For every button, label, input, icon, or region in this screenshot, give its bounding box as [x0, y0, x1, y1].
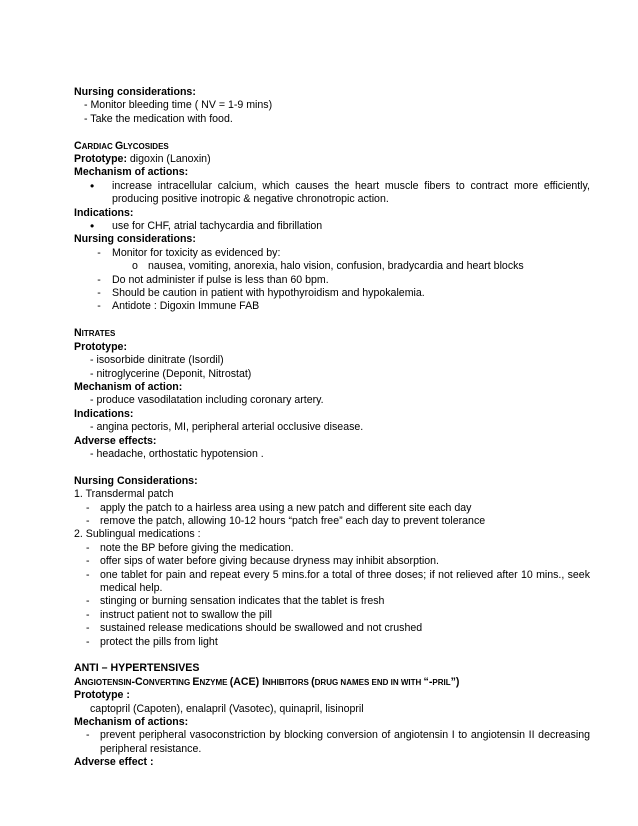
- mechanism-heading: Mechanism of actions:: [74, 716, 189, 729]
- document-content: [74, 86, 590, 770]
- nursing-considerations-heading: Nursing considerations:: [74, 86, 196, 98]
- list-item: • increase intracellular calcium, which causes the heart muscle fibers to contract more efficiently, producing positive inotropic & negative chronotropic action.: [90, 178, 590, 206]
- list-item: - protect the pills from light: [86, 635, 218, 648]
- indications-heading: Indications:: [74, 407, 134, 420]
- ace-inhibitors-title: ANGIOTENSIN-CONVERTING ENZYME (ACE) INHIBITORS (DRUG NAMES END IN WITH “-PRIL”): [74, 675, 460, 688]
- circle-bullet-icon: o: [132, 260, 138, 273]
- cardiac-glycosides-title: CARDIAC GLYCOSIDES: [74, 139, 169, 152]
- prototype-heading: Prototype :: [74, 689, 130, 702]
- list-item: - Antidote : Digoxin Immune FAB: [97, 300, 260, 313]
- list-item: - Do not administer if pulse is less than 60 bpm.: [97, 273, 329, 286]
- adverse-effects-heading: Adverse effects:: [74, 434, 157, 447]
- bullet-icon: •: [90, 178, 95, 193]
- indications-heading: Indications:: [74, 206, 134, 219]
- list-item: - Should be caution in patient with hypothyroidism and hypokalemia.: [97, 287, 425, 300]
- sub-list-item: o nausea, vomiting, anorexia, halo vision, confusion, bradycardia and heart blocks: [132, 260, 524, 273]
- list-item: - angina pectoris, MI, peripheral arterial occlusive disease.: [90, 421, 364, 434]
- nursing-considerations-heading: Nursing Considerations:: [74, 474, 198, 487]
- list-item: - offer sips of water before giving because dryness may inhibit absorption.: [86, 555, 439, 568]
- list-item: - headache, orthostatic hypotension .: [90, 447, 264, 460]
- adverse-effect-heading: Adverse effect :: [74, 756, 154, 769]
- numbered-item: 2. Sublingual medications :: [74, 528, 201, 541]
- list-item: - apply the patch to a hairless area using a new patch and different site each day: [86, 501, 472, 514]
- list-item: - prevent peripheral vasoconstriction by blocking conversion of angiotensin I to angiotensin II decreasing peripheral resistance.: [86, 729, 590, 755]
- list-item: - one tablet for pain and repeat every 5 mins.for a total of three doses; if not relieved after 10 mins., seek medical help.: [86, 568, 590, 594]
- nitrates-title: NITRATES: [74, 327, 116, 340]
- list-item: - produce vasodilatation including coronary artery.: [90, 394, 324, 407]
- prototype-value: captopril (Capoten), enalapril (Vasotec), quinapril, lisinopril: [90, 702, 364, 715]
- list-item: - Monitor bleeding time ( NV = 1-9 mins): [84, 99, 273, 112]
- list-item: - note the BP before giving the medication.: [86, 541, 294, 554]
- nursing-considerations-heading: Nursing considerations:: [74, 233, 196, 246]
- prototype-line: Prototype: digoxin (Lanoxin): [74, 153, 211, 166]
- list-item: - sustained release medications should be swallowed and not crushed: [86, 622, 423, 635]
- numbered-item: 1. Transdermal patch: [74, 488, 174, 501]
- list-item: - Take the medication with food.: [84, 112, 233, 125]
- list-item: - Monitor for toxicity as evidenced by:: [97, 246, 281, 259]
- list-item: - isosorbide dinitrate (Isordil): [90, 354, 224, 367]
- bullet-icon: •: [90, 219, 95, 234]
- anti-hypertensives-title: ANTI – HYPERTENSIVES: [74, 662, 200, 675]
- prototype-heading: Prototype:: [74, 340, 127, 353]
- list-item: - remove the patch, allowing 10-12 hours “patch free” each day to prevent tolerance: [86, 514, 486, 527]
- mechanism-heading: Mechanism of action:: [74, 380, 183, 393]
- mechanism-heading: Mechanism of actions:: [74, 166, 189, 179]
- list-item: - instruct patient not to swallow the pill: [86, 608, 272, 621]
- list-item: - stinging or burning sensation indicates that the tablet is fresh: [86, 595, 385, 608]
- list-item: • use for CHF, atrial tachycardia and fibrillation: [90, 219, 323, 234]
- list-item: - nitroglycerine (Deponit, Nitrostat): [90, 367, 252, 380]
